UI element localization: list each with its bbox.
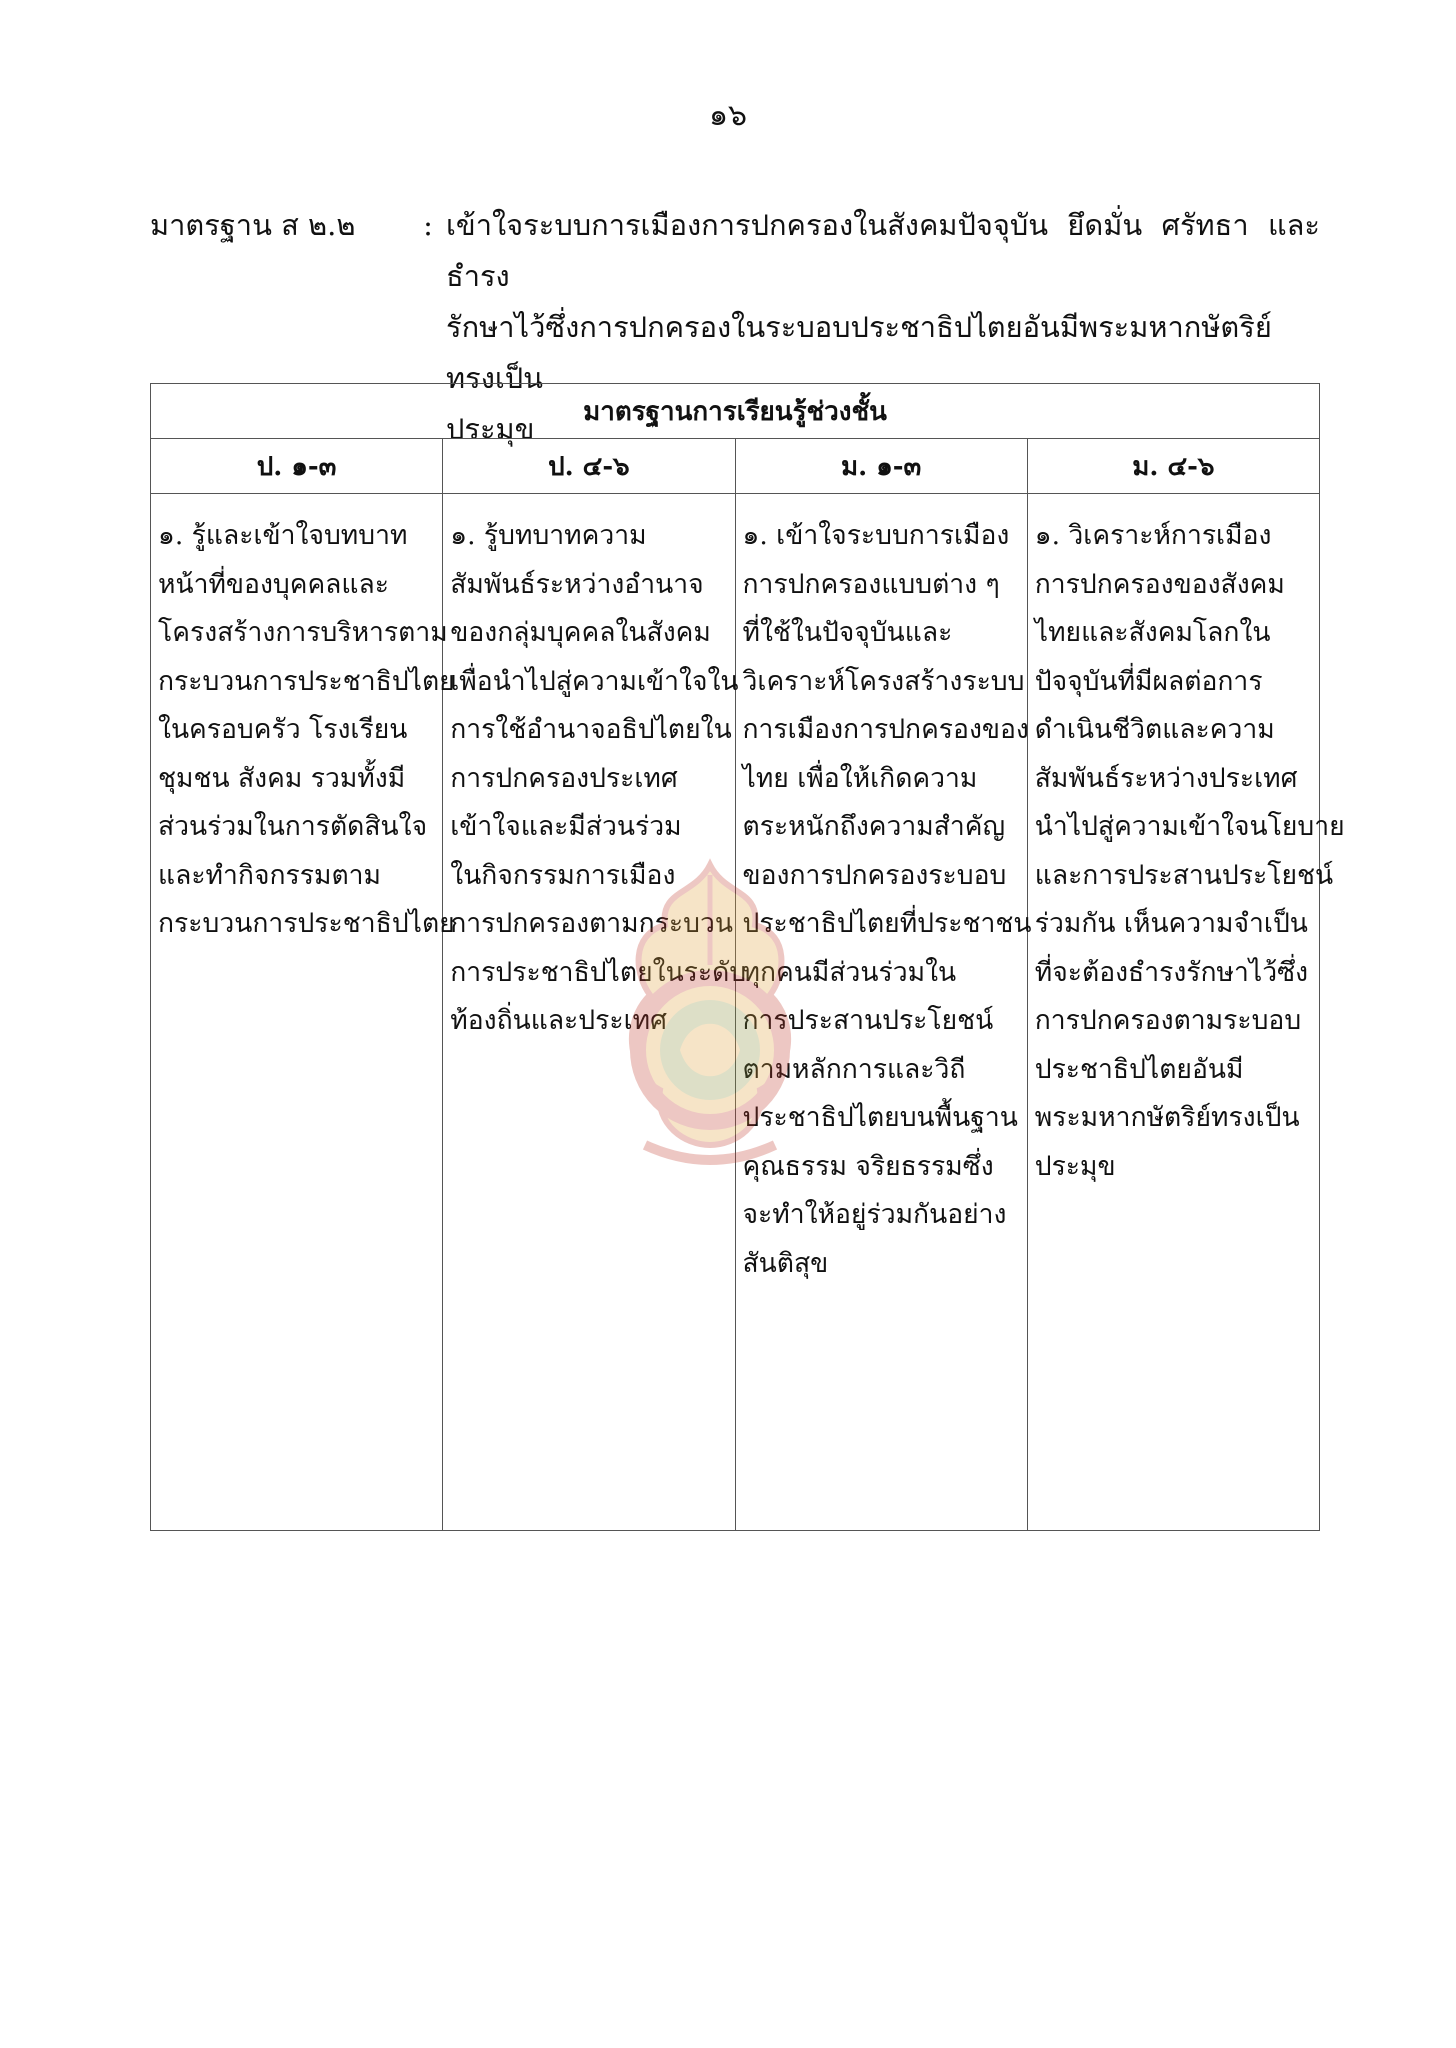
- cell-line: ในกิจกรรมการเมือง: [450, 859, 676, 891]
- cell-line: การปกครองของสังคม: [1034, 568, 1285, 600]
- cell-p4-6: [443, 494, 747, 1531]
- table-row: [151, 494, 1320, 1531]
- cell-line: สัมพันธ์ระหว่างประเทศ: [1034, 762, 1298, 794]
- cell-line: การปกครองประเทศ: [450, 762, 678, 794]
- cell-line: ประชาธิปไตยอันมี: [1034, 1053, 1244, 1085]
- cell-line: การเมืองการปกครองของ: [742, 714, 1029, 745]
- cell-line: วิเคราะห์โครงสร้างระบบ: [742, 665, 1025, 697]
- cell-line: ที่จะต้องธำรงรักษาไว้ซึ่ง: [1034, 956, 1309, 988]
- cell-line: ไทย เพื่อให้เกิดความ: [742, 762, 978, 794]
- standard-line: ประมุข: [446, 412, 535, 446]
- cell-line: ที่ใช้ในปัจจุบันและ: [742, 617, 953, 648]
- cell-line: ๑. รู้บทบาทความ: [450, 520, 647, 551]
- cell-line: กระบวนการประชาธิปไตย: [158, 665, 455, 697]
- cell-line: โครงสร้างการบริหารตาม: [158, 617, 448, 648]
- cell-p1-3: [151, 494, 455, 1531]
- cell-line: สันติสุข: [742, 1247, 829, 1279]
- standard-line: เข้าใจระบบการเมืองการปกครองในสังคมปัจจุบัน ยึดมั่น ศรัทธา และธำรง: [446, 208, 1320, 293]
- cell-line: ประมุข: [1034, 1150, 1116, 1182]
- learning-standards-table: [150, 383, 1345, 1531]
- column-header-p4-6: ป. ๔-๖: [443, 439, 735, 494]
- column-header-m1-3: ม. ๑-๓: [735, 439, 1027, 494]
- standard-label: มาตรฐาน ส ๒.๒: [150, 208, 356, 242]
- page-number: ๑๖: [708, 98, 748, 133]
- cell-line: ทุกคนมีส่วนร่วมใน: [742, 956, 957, 988]
- standard-line: รักษาไว้ซึ่งการปกครองในระบอบประชาธิปไตยอันมีพระมหากษัตริย์ทรงเป็น: [446, 310, 1272, 395]
- cell-line: พระมหากษัตริย์ทรงเป็น: [1034, 1102, 1300, 1133]
- cell-line: ชุมชน สังคม รวมทั้งมี: [158, 762, 406, 794]
- cell-line: ในครอบครัว โรงเรียน: [158, 714, 408, 745]
- cell-line: ตระหนักถึงความสำคัญ: [742, 811, 1006, 842]
- cell-line: กระบวนการประชาธิปไตย: [158, 908, 455, 939]
- cell-line: เพื่อนำไปสู่ความเข้าใจใน: [450, 665, 739, 697]
- cell-line: ปัจจุบันที่มีผลต่อการ: [1034, 665, 1263, 697]
- cell-line: ๑. เข้าใจระบบการเมือง: [742, 520, 1010, 551]
- cell-line: ๑. วิเคราะห์การเมือง: [1034, 520, 1272, 551]
- cell-line: ดำเนินชีวิตและความ: [1034, 714, 1275, 745]
- cell-line: ๑. รู้และเข้าใจบทบาท: [158, 520, 408, 551]
- cell-line: คุณธรรม จริยธรรมซึ่ง: [742, 1150, 994, 1182]
- cell-line: ไทยและสังคมโลกใน: [1034, 617, 1271, 648]
- cell-line: การปกครองตามระบอบ: [1034, 1005, 1302, 1036]
- cell-line: สัมพันธ์ระหว่างอำนาจ: [450, 568, 704, 600]
- cell-line: ท้องถิ่นและประเทศ: [450, 1005, 667, 1036]
- cell-line: และทำกิจกรรมตาม: [158, 859, 382, 891]
- cell-line: หน้าที่ของบุคคลและ: [158, 568, 389, 600]
- cell-line: การปกครองตามกระบวน: [450, 908, 733, 939]
- table-title: มาตรฐานการเรียนรู้ช่วงชั้น: [151, 384, 1320, 439]
- cell-line: ส่วนร่วมในการตัดสินใจ: [158, 811, 428, 842]
- standard-colon: :: [423, 208, 433, 242]
- cell-line: ร่วมกัน เห็นความจำเป็น: [1034, 908, 1308, 939]
- cell-m4-6: [1027, 494, 1345, 1531]
- cell-line: ประชาธิปไตยที่ประชาชน: [742, 908, 1032, 939]
- cell-line: และการประสานประโยชน์: [1034, 859, 1334, 891]
- cell-line: ของการปกครองระบอบ: [742, 859, 1007, 891]
- cell-line: การใช้อำนาจอธิปไตยใน: [450, 714, 732, 745]
- cell-line: การประชาธิปไตยในระดับ: [450, 956, 747, 988]
- cell-line: ตามหลักการและวิถี: [742, 1053, 966, 1085]
- cell-line: ประชาธิปไตยบนพื้นฐาน: [742, 1102, 1018, 1133]
- cell-line: การประสานประโยชน์: [742, 1005, 994, 1036]
- cell-line: จะทำให้อยู่ร่วมกันอย่าง: [742, 1199, 1007, 1230]
- cell-line: เข้าใจและมีส่วนร่วม: [450, 811, 682, 842]
- cell-line: การปกครองแบบต่าง ๆ: [742, 568, 1000, 600]
- cell-line: นำไปสู่ความเข้าใจนโยบาย: [1034, 811, 1345, 842]
- column-header-m4-6: ม. ๔-๖: [1027, 439, 1319, 494]
- cell-line: ของกลุ่มบุคคลในสังคม: [450, 617, 711, 648]
- column-header-p1-3: ป. ๑-๓: [151, 439, 443, 494]
- cell-m1-3: [735, 494, 1032, 1531]
